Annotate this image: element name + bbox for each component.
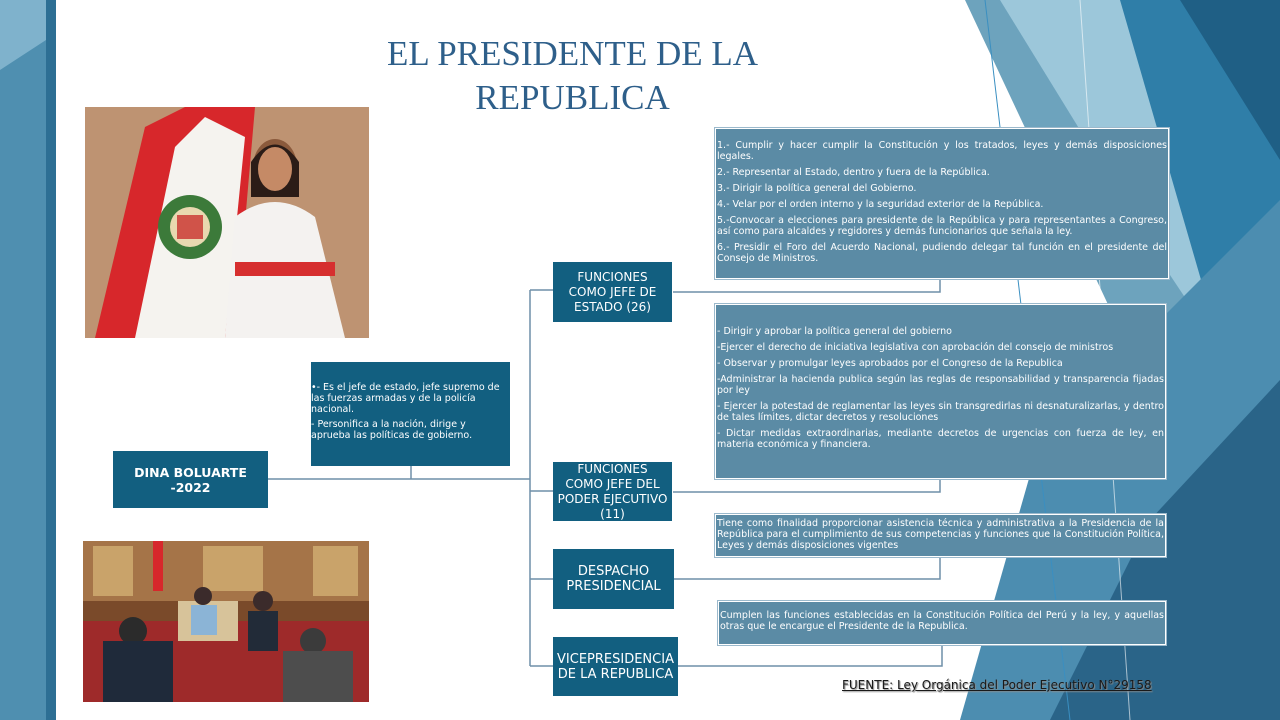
detail-item: Cumplen las funciones establecidas en la Constitución Política del Perú y la ley, y aquellas otras que le encargue el Presidente de la Republica. [720, 610, 1164, 632]
root-node-label: DINA BOLUARTE -2022 [134, 464, 247, 495]
detail-item: -Ejercer el derecho de iniciativa legislativa con aprobación del consejo de ministros [717, 342, 1114, 353]
detail-item: 4.- Velar por el orden interno y la seguridad exterior de la República. [717, 199, 1044, 210]
president-photo [85, 107, 369, 338]
node-despacho [553, 549, 674, 609]
meeting-photo [83, 541, 369, 702]
left-edge-band [0, 0, 46, 720]
detail-item: 1.- Cumplir y hacer cumplir la Constitución y los tratados, leyes y demás disposiciones legales. [717, 140, 1167, 162]
detail-item: - Ejercer la potestad de reglamentar las leyes sin transgredirlas ni desnaturalizarlas, y dentro de tales límites, dictar decretos y resoluciones [717, 401, 1164, 423]
intro-item: - Personifica a la nación, dirige y aprueba las políticas de gobierno. [311, 419, 473, 441]
node-vicepresidencia [553, 637, 678, 696]
node-vicepresidencia-label: VICEPRESIDENCIA DE LA REPUBLICA [557, 651, 674, 682]
detail-item: -Administrar la hacienda publica según las reglas de responsabilidad y transparencia fijadas por ley [717, 374, 1164, 396]
root-node [113, 451, 268, 508]
detail-despacho [715, 514, 1166, 557]
detail-item: - Dictar medidas extraordinarias, mediante decretos de urgencias con fuerza de ley, en materia económica y financiera. [717, 428, 1164, 450]
detail-item: 5.-Convocar a elecciones para presidente de la República y para representantes a Congreso, así como para alcaldes y regidores y demás funcionarios que señala la ley. [717, 215, 1167, 237]
detail-item: Tiene como finalidad proporcionar asistencia técnica y administrativa a la Presidencia de la República para el cumplimiento de sus competencias y funciones que la Constitución Política, Leyes y demás disposiciones vigentes [717, 518, 1164, 551]
node-despacho-label: DESPACHO PRESIDENCIAL [566, 564, 661, 594]
node-jefe-poder [553, 462, 672, 521]
page-title: EL PRESIDENTE DE LA REPUBLICA [386, 34, 759, 117]
intro-box [311, 362, 510, 466]
detail-item: 3.- Dirigir la política general del Gobierno. [717, 183, 917, 194]
detail-vicepresidencia [718, 601, 1166, 645]
detail-item: - Observar y promulgar leyes aprobados por el Congreso de la Republica [717, 358, 1063, 369]
detail-item: 6.- Presidir el Foro del Acuerdo Nacional, pudiendo delegar tal función en el presidente del Consejo de Ministros. [717, 242, 1167, 264]
intro-item: •- Es el jefe de estado, jefe supremo de las fuerzas armadas y de la policía nacional. [311, 382, 500, 415]
source-note: FUENTE: Ley Orgánica del Poder Ejecutivo N°29158 [842, 678, 1152, 692]
node-jefe-estado [553, 262, 672, 322]
detail-jefe-poder [715, 304, 1166, 479]
detail-item: - Dirigir y aprobar la política general del gobierno [717, 326, 952, 337]
detail-jefe-estado [715, 128, 1169, 279]
node-jefe-estado-label: FUNCIONES COMO JEFE DE ESTADO (26) [568, 269, 657, 314]
detail-item: 2.- Representar al Estado, dentro y fuera de la República. [717, 167, 990, 178]
node-jefe-poder-label: FUNCIONES COMO JEFE DEL PODER EJECUTIVO (11) [557, 461, 668, 521]
